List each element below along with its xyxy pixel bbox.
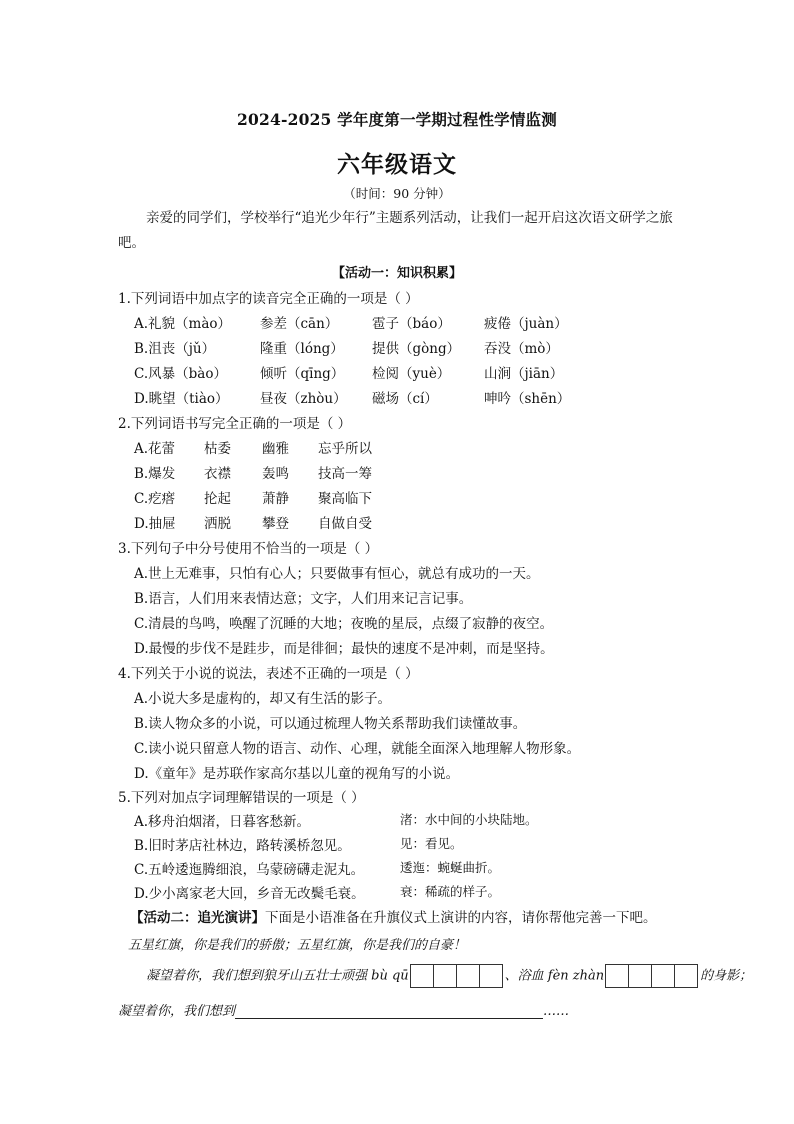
- q1-b-word-4: 吞没（mò）: [484, 341, 559, 357]
- question-1-stem: 1.下列词语中加点字的读音完全正确的一项是（ ）: [118, 291, 419, 307]
- question-5-option-c: C.五岭逶迤腾细浪，乌蒙磅礴走泥丸。: [134, 862, 365, 878]
- q1-c-word-1: C.风暴（bào）: [134, 366, 227, 382]
- q1-b-word-3: 提供（gòng）: [372, 341, 461, 357]
- q2-a-word-3: 幽雅: [262, 441, 289, 457]
- q2-b-word-1: B.爆发: [134, 466, 176, 482]
- q2-d-word-4: 自做自受: [318, 516, 372, 532]
- question-5-note-d: 衰：稀疏的样子。: [400, 884, 501, 899]
- speech-line-3: [118, 1000, 569, 1019]
- question-3-option-c: C.清晨的鸟鸣，唤醒了沉睡的大地；夜晚的星辰，点缀了寂静的夜空。: [134, 616, 554, 632]
- q2-d-word-3: 攀登: [262, 516, 289, 532]
- speech-line-2-part-2: 、浴血 fèn zhàn: [504, 968, 605, 984]
- question-5-option-b: B.旧时茅店社林边，路转溪桥忽见。: [134, 838, 351, 854]
- question-3-option-a: A.世上无难事，只怕有心人；只要做事有恒心，就总有成功的一天。: [134, 566, 540, 582]
- speech-line-2-part-1: 凝望着你，我们想到狼牙山五壮士顽强 bù qū: [146, 968, 409, 984]
- question-4-option-c: C.读小说只留意人物的语言、动作、心理，就能全面深入地理解人物形象。: [134, 741, 581, 757]
- q2-c-word-2: 抡起: [204, 491, 231, 507]
- answer-box[interactable]: [651, 964, 675, 988]
- q2-b-word-4: 技高一筹: [318, 466, 372, 482]
- exam-title: 2024-2025 学年度第一学期过程性学情监测: [237, 110, 557, 129]
- q1-b-word-1: B.沮丧（jǔ）: [134, 341, 216, 357]
- section-speech-label: 【活动二：追光演讲】: [130, 910, 265, 926]
- question-5-note-a: 渚：水中间的小块陆地。: [400, 812, 538, 827]
- answer-box[interactable]: [674, 964, 698, 988]
- speech-line-1: 五星红旗，你是我们的骄傲；五星红旗，你是我们的自豪！: [128, 938, 467, 953]
- q2-a-word-2: 枯委: [204, 441, 231, 457]
- question-5-stem: 5.下列对加点字词理解错误的一项是（ ）: [118, 790, 365, 806]
- q1-a-word-1: A.礼貌（mào）: [134, 316, 232, 332]
- question-4-option-d: D.《童年》是苏联作家高尔基以儿童的视角写的小说。: [134, 766, 460, 782]
- q2-a-word-1: A.花蕾: [134, 441, 176, 457]
- q1-c-word-2: 倾听（qīng）: [260, 366, 345, 382]
- section-speech-heading: [130, 906, 657, 926]
- subject-title: 六年级语文: [337, 151, 457, 178]
- section-speech-instruction: 下面是小语准备在升旗仪式上演讲的内容，请你帮他完善一下吧。: [265, 910, 657, 926]
- q2-c-word-3: 萧静: [262, 491, 289, 507]
- q2-b-word-2: 衣襟: [204, 466, 231, 482]
- question-4-option-b: B.读人物众多的小说，可以通过梳理人物关系帮助我们读懂故事。: [134, 716, 527, 732]
- answer-box[interactable]: [410, 964, 434, 988]
- q1-d-word-1: D.眺望（tiào）: [134, 391, 229, 407]
- q2-c-word-1: C.疙瘩: [134, 491, 176, 507]
- question-5-note-c: 逶迤：蜿蜒曲折。: [400, 860, 501, 875]
- q2-c-word-4: 聚高临下: [318, 491, 372, 507]
- q2-a-word-4: 忘乎所以: [318, 441, 372, 457]
- exam-time: （时间：90 分钟）: [343, 186, 451, 201]
- intro-paragraph: 亲爱的同学们，学校举行“追光少年行”主题系列活动，让我们一起开启这次语文研学之旅吧。: [118, 210, 673, 251]
- answer-box[interactable]: [605, 964, 629, 988]
- question-4-option-a: A.小说大多是虚构的，却又有生活的影子。: [134, 691, 392, 707]
- q1-b-word-2: 隆重（lóng）: [260, 341, 344, 357]
- question-3-stem: 3.下列句子中分号使用不恰当的一项是（ ）: [118, 541, 379, 557]
- answer-box[interactable]: [433, 964, 457, 988]
- section-knowledge-title: 【活动一：知识积累】: [331, 266, 462, 281]
- answer-box[interactable]: [479, 964, 503, 988]
- answer-blank-line[interactable]: [235, 1004, 543, 1019]
- q1-c-word-4: 山涧（jiān）: [484, 366, 564, 382]
- question-3-option-d: D.最慢的步伐不是跬步，而是徘徊；最快的速度不是冲刺，而是坚持。: [134, 641, 554, 657]
- q1-d-word-2: 昼夜（zhòu）: [260, 391, 347, 407]
- q1-d-word-4: 呻吟（shēn）: [484, 391, 571, 407]
- question-5-option-a: A.移舟泊烟渚，日暮客愁新。: [134, 814, 311, 830]
- speech-line-3-part-1: 凝望着你，我们想到: [118, 1004, 236, 1019]
- answer-boxes-bu-qu[interactable]: [411, 964, 503, 988]
- q1-a-word-2: 参差（cān）: [260, 316, 339, 332]
- q2-d-word-1: D.抽屉: [134, 516, 176, 532]
- speech-line-3-ellipsis: ……: [543, 1004, 570, 1019]
- q1-d-word-3: 磁场（cí）: [372, 391, 438, 407]
- q2-b-word-3: 轰鸣: [262, 466, 289, 482]
- q1-a-word-3: 雹子（báo）: [372, 316, 451, 332]
- answer-box[interactable]: [456, 964, 480, 988]
- answer-boxes-fen-zhan[interactable]: [606, 964, 698, 988]
- q1-c-word-3: 检阅（yuè）: [372, 366, 451, 382]
- q2-d-word-2: 洒脱: [204, 516, 231, 532]
- question-5-option-d: D.少小离家老大回，乡音无改鬓毛衰。: [134, 886, 365, 902]
- question-4-stem: 4.下列关于小说的说法，表述不正确的一项是（ ）: [118, 666, 419, 682]
- question-5-note-b: 见：看见。: [400, 836, 463, 851]
- q1-a-word-4: 疲倦（juàn）: [484, 316, 568, 332]
- question-2-stem: 2.下列词语书写完全正确的一项是（ ）: [118, 416, 352, 432]
- speech-line-2-part-3: 的身影；: [700, 968, 753, 984]
- speech-line-2: [146, 964, 752, 988]
- question-3-option-b: B.语言，人们用来表情达意；文字，人们用来记言记事。: [134, 591, 473, 607]
- answer-box[interactable]: [628, 964, 652, 988]
